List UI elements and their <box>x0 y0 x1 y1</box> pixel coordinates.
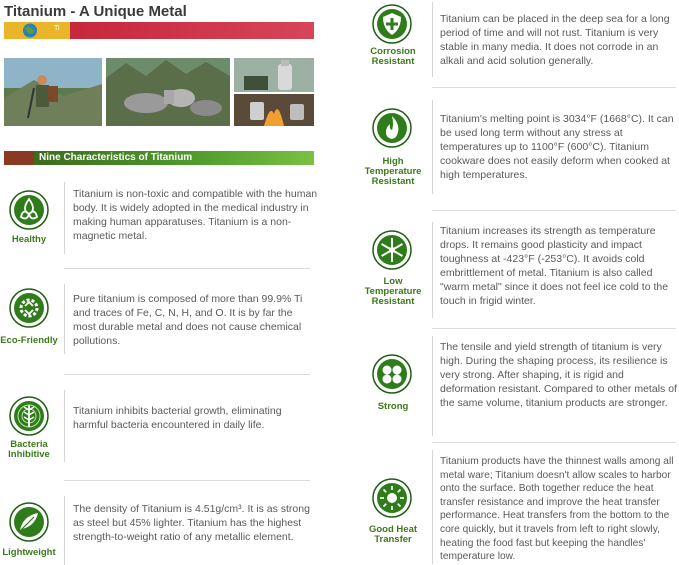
item-text-bacteria-inhibitive: Titanium inhibits bacterial growth, eliminating harmful bacteria encountered in daily life. <box>73 405 282 431</box>
sun-rays-icon <box>372 478 412 518</box>
divider <box>432 336 433 436</box>
item-label-healthy: Healthy <box>11 234 47 245</box>
banner-yellow-block <box>4 22 70 39</box>
item-text-strong: The tensile and yield strength of titanium is very high. During the shaping process, its resilience is very strong. After shaping, it is rigid and deformation resistant. Compared to other metals of the same volume, titanium products are stronger. <box>440 341 677 409</box>
atom-cluster-icon <box>372 354 412 394</box>
item-text-eco-friendly: Pure titanium is composed of more than 99.9% Ti and traces of Fe, C, N, H, and O. It is by far the most durable metal and does not cause chemical pollutions. <box>73 293 303 347</box>
item-label-lightweight: Lightweight <box>2 547 56 558</box>
divider <box>64 390 65 462</box>
section-heading: Nine Characteristics of Titanium <box>39 152 193 163</box>
banner-red-block <box>70 22 314 39</box>
item-label-eco-friendly: Eco-Friendly <box>0 335 58 346</box>
item-label-good-heat-transfer: Good Heat Transfer <box>368 524 418 545</box>
row-divider <box>432 210 676 211</box>
globe-icon <box>4 22 70 39</box>
feather-icon <box>9 502 49 542</box>
divider <box>432 100 433 194</box>
flame-icon <box>372 108 412 148</box>
item-text-corrosion-resistant: Titanium can be placed in the deep sea for a long period of time and will not rust. Titanium is very stable in many media. It does not corrode in an alkali and acid solution generally. <box>440 13 670 67</box>
divider <box>432 2 433 77</box>
section-bar-accent <box>4 151 34 165</box>
row-divider <box>432 87 676 88</box>
item-text-lightweight: The density of Titanium is 4.51g/cm³. It is as strong as steel but 45% lighter. Titanium has the highest strength-to-weight ratio of any metallic element. <box>73 503 310 543</box>
row-divider <box>64 268 310 269</box>
item-label-corrosion-resistant: Corrosion Resistant <box>370 46 416 67</box>
photo-bottle <box>234 58 314 92</box>
photo-hiker <box>4 58 102 126</box>
divider <box>64 182 65 254</box>
page-title: Titanium - A Unique Metal <box>4 3 187 20</box>
row-divider <box>64 374 310 375</box>
item-label-low-temperature-resistant: Low Temperature Resistant <box>364 276 422 307</box>
snowflake-icon <box>372 230 412 270</box>
section-heading-bar <box>4 151 314 165</box>
divider <box>432 450 433 564</box>
item-text-low-temperature-resistant: Titanium increases its strength as temperature drops. It remains good plasticity and impact toughness at -423°F (-253°C). It avoids cold embrittlement of metal. Titanium is also called "warm metal" since it does not feel ice cold to the touch in frigid winter. <box>440 225 669 307</box>
trinity-knot-icon <box>9 190 49 230</box>
banner-small-text: Ti <box>54 25 60 32</box>
divider <box>64 496 65 565</box>
row-divider <box>64 480 310 481</box>
row-divider <box>432 328 676 329</box>
item-label-strong: Strong <box>377 401 409 412</box>
item-text-healthy: Titanium is non-toxic and compatible with the human body. It is widely adopted in the medical industry in making human apparatuses. Titanium is a non-magnetic metal. <box>73 188 318 242</box>
photo-cookware <box>106 58 230 126</box>
item-label-high-temperature-resistant: High Temperature Resistant <box>364 156 422 187</box>
recycle-gear-icon <box>9 288 49 328</box>
title-banner <box>4 22 314 39</box>
shield-cross-icon <box>372 4 412 44</box>
wheat-icon <box>9 396 49 436</box>
divider <box>64 284 65 354</box>
item-label-bacteria-inhibitive: Bacteria Inhibitive <box>8 439 50 460</box>
row-divider <box>432 442 676 443</box>
photo-campfire <box>234 94 314 126</box>
item-text-high-temperature-resistant: Titanium's melting point is 3034°F (1668°C). It can be used long term without any stress at temperatures up to 1100°F (600°C). Titanium cookware does not easily deform when cooked at high temperatures. <box>440 113 674 181</box>
item-text-good-heat-transfer: Titanium products have the thinnest walls among all metal ware; Titanium doesn't allow scales to harbor onto the surface. Both together reduce the heat transfer resistance and improve the heat transfer performance. Heat transfers from the bottom to the core quickly, but it travels from left to right slowly, heating the food fast but keeping the handles' temperature low. <box>440 456 674 563</box>
divider <box>432 222 433 318</box>
